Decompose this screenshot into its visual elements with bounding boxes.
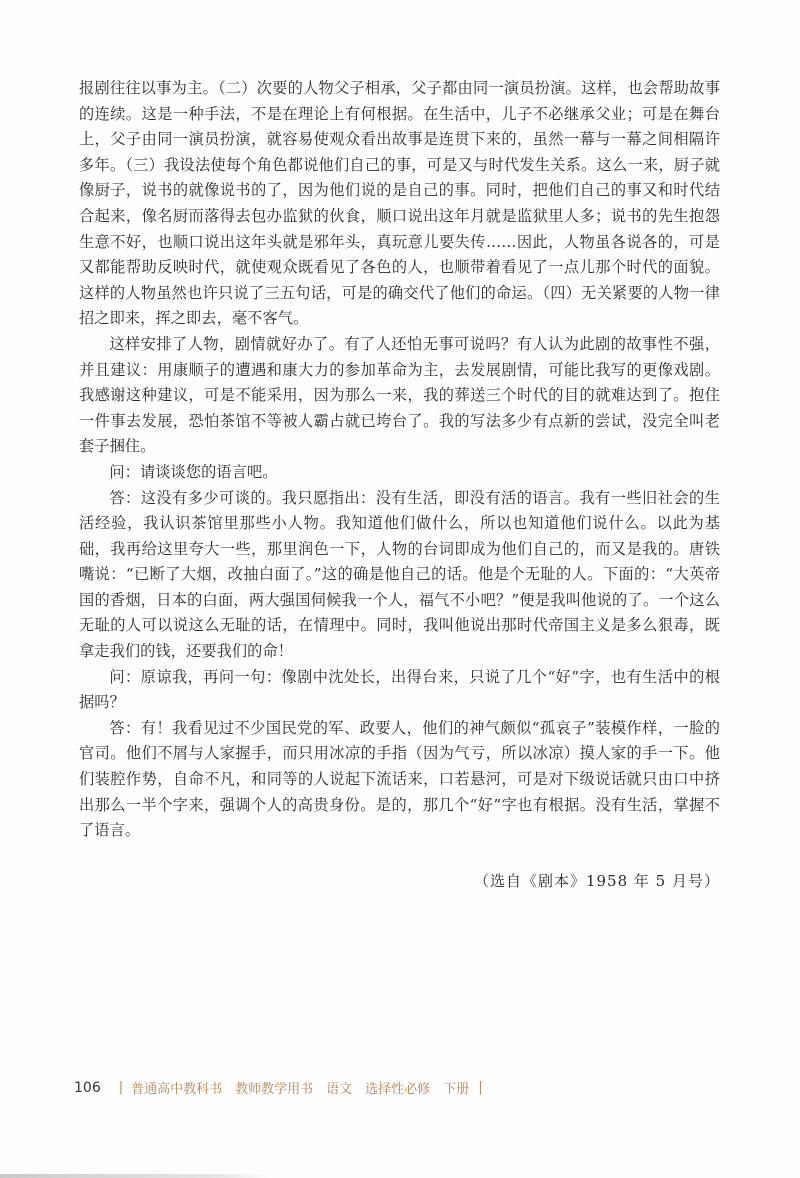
footer-volume: 下册	[443, 1082, 470, 1097]
footer-course: 选择性必修	[365, 1082, 431, 1097]
footer-series: 普通高中教科书	[131, 1082, 223, 1097]
footer-subject: 语文	[326, 1082, 353, 1097]
page-edge-shadow	[0, 1174, 270, 1178]
source-citation: （选自《剧本》1958 年 5 月号）	[473, 872, 720, 890]
paragraph-question-shen: 问：原谅我，再问一句：像剧中沈处长，出得台来，只说了几个“好”字，也有生活中的根据吗？	[79, 667, 720, 712]
paragraph-answer-shen: 答：有！我看见过不少国民党的军、政要人，他们的神气颇似“孤哀子”装模作样，一脸的官司。他们不屑与人家握手，而只用冰凉的手指（因为气亏，所以冰凉）摸人家的手一下。他们装腔作势，自命不凡，和同等的人说起下流话来，口若悬河，可是对下级说话就只由口中挤出那么一半个字来，强调个人的高贵身份。是的，那几个“好”字也有根据。没有生活，掌握不了语言。	[79, 718, 720, 840]
footer-book-type: 教师教学用书	[235, 1082, 314, 1097]
paragraph-answer-language: 答：这没有多少可谈的。我只愿指出：没有生活，即没有活的语言。我有一些旧社会的生活经验，我认识茶馆里那些小人物。我知道他们做什么，所以也知道他们说什么。以此为基础，我再给这里夸大一些，那里润色一下，人物的台词即成为他们自己的，而又是我的。唐铁嘴说：“已断了大烟，改抽白面了。”这的确是他自己的话。他是个无耻的人。下面的：“大英帝国的香烟，日本的白面，两大强国伺候我一个人，福气不小吧？”便是我叫他说的了。一个这么无耻的人可以说这么无耻的话，在情理中。同时，我叫他说出那时代帝国主义是多么狠毒，既拿走我们的钱，还要我们的命！	[79, 488, 720, 661]
paragraph-continuation: 报剧往往以事为主。（二）次要的人物父子相承，父子都由同一演员扮演。这样，也会帮助故事的连续。这是一种手法，不是在理论上有何根据。在生活中，儿子不必继承父业；可是在舞台上，父子由同一演员扮演，就容易使观众看出故事是连贯下来的，虽然一幕与一幕之间相隔许多年。（三）我设法使每个角色都说他们自己的事，可是又与时代发生关系。这么一来，厨子就像厨子，说书的就像说书的了，因为他们说的是自己的事。同时，把他们自己的事又和时代结合起来，像名厨而落得去包办监狱的伙食，顺口说出这年月就是监狱里人多；说书的先生抱怨生意不好，也顺口说出这年头就是邪年头，真玩意儿要失传……因此，人物虽各说各的，可是又都能帮助反映时代，就使观众既看见了各色的人，也顺带着看见了一点儿那个时代的面貌。这样的人物虽然也许只说了三五句话，可是的确交代了他们的命运。（四）无关紧要的人物一律招之即来，挥之即去，毫不客气。	[79, 79, 720, 328]
article-body	[79, 76, 720, 844]
paragraph-plot-arrangement: 这样安排了人物，剧情就好办了。有了人还怕无事可说吗？有人认为此剧的故事性不强，并且建议：用康顺子的遭遇和康大力的参加革命为主，去发展剧情，可能比我写的更像戏剧。我感谢这种建议，可是不能采用，因为那么一来，我的葬送三个时代的目的就难达到了。抱住一件事去发展，恐怕茶馆不等被人霸占就已垮台了。我的写法多少有点新的尝试，没完全叫老套子捆住。	[79, 334, 720, 456]
footer-separator: |	[118, 1080, 124, 1095]
page-number: 106	[74, 1079, 101, 1096]
page-footer	[74, 1078, 483, 1097]
footer-separator-end: |	[478, 1080, 483, 1095]
paragraph-question-language: 问：请谈谈您的语言吧。	[109, 462, 278, 481]
